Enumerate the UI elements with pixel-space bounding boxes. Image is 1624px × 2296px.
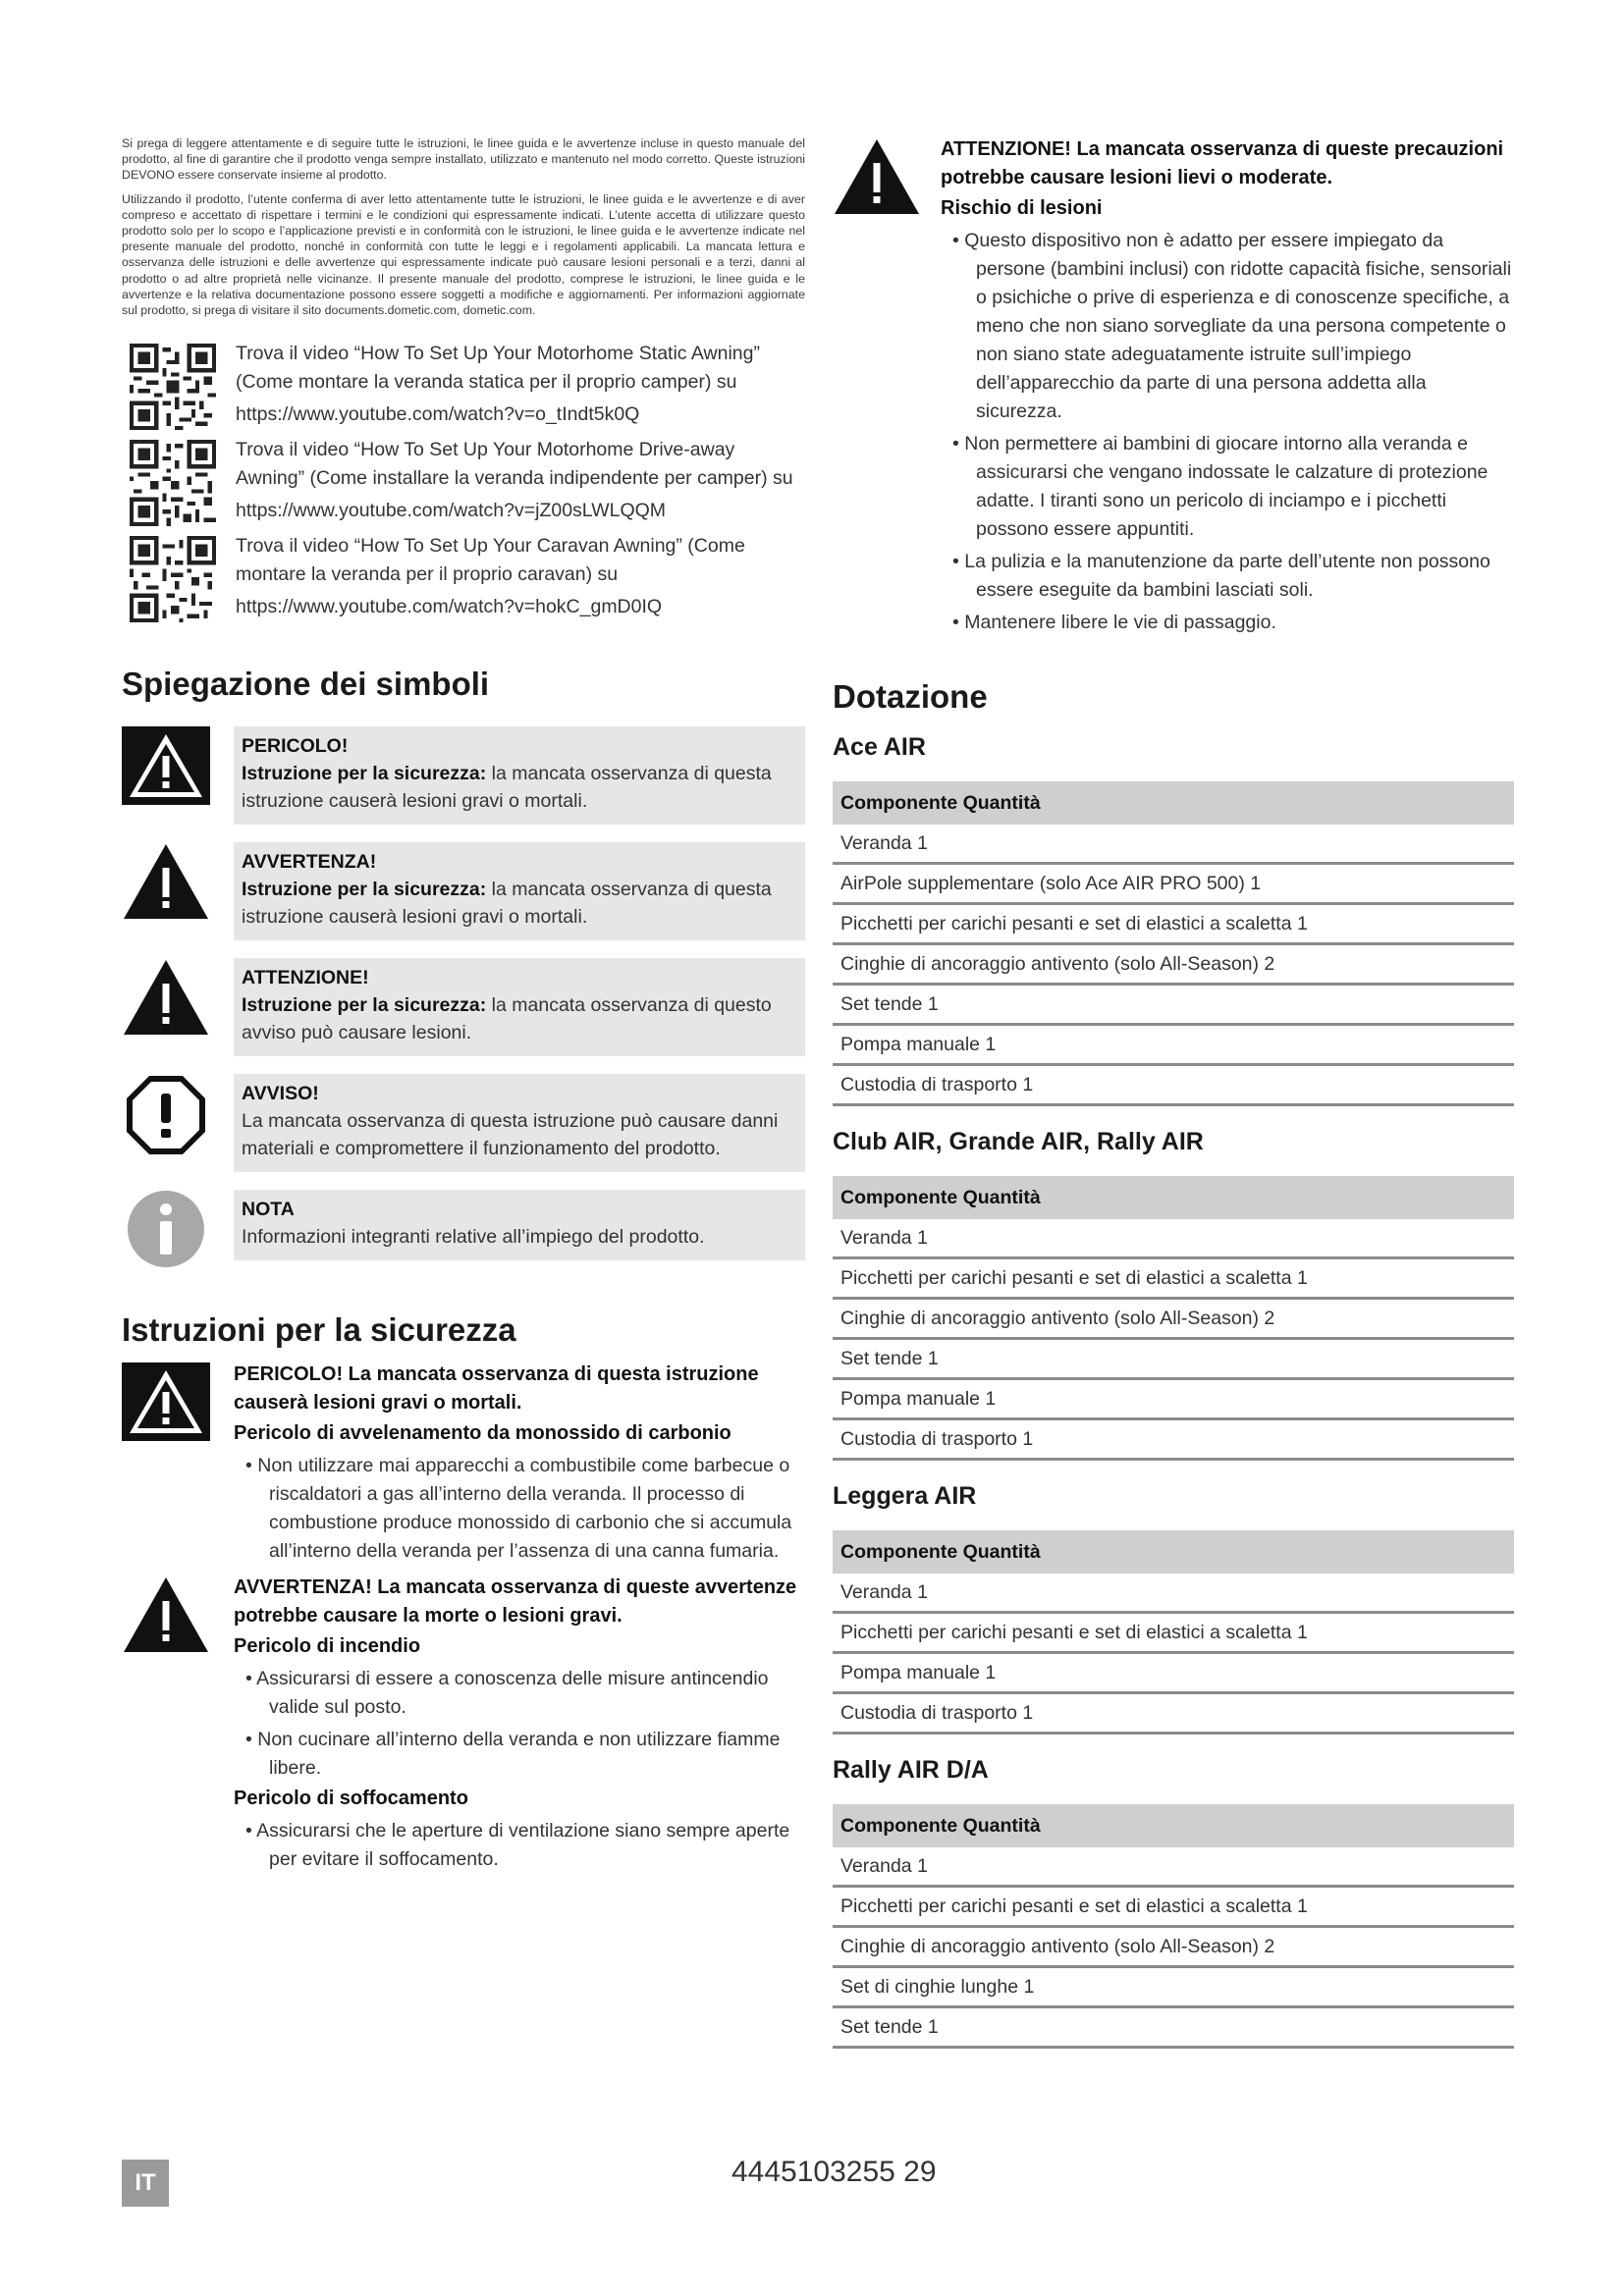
info-icon (122, 1190, 210, 1268)
left-column (122, 135, 805, 1882)
group-title: Club AIR, Grande AIR, Rally AIR (833, 1128, 1204, 1155)
video-description: Trova il video “How To Set Up Your Motorhome Static Awning” (Come montare la veranda statica per il proprio camper) su (236, 343, 760, 394)
symbol-title: ATTENZIONE! (242, 967, 369, 989)
table-header: Componente Quantità (833, 1176, 1514, 1219)
warning-heading: AVVERTENZA! La mancata osservanza di queste avvertenze potrebbe causare la morte o lesioni gravi. (234, 1576, 797, 1628)
table-row: Set di cinghie lunghe 1 (833, 1967, 1514, 2007)
safety-danger (122, 1361, 805, 1566)
table-row: Veranda 1 (833, 825, 1514, 864)
safety-caution (833, 135, 1514, 223)
danger-sign-icon (122, 1361, 210, 1441)
symbol-text: Informazioni integranti relative all’impiego del prodotto. (242, 1226, 705, 1249)
warning-triangle-icon (122, 1574, 210, 1654)
dotazione-heading: Dotazione (833, 678, 988, 715)
table-row: Veranda 1 (833, 1574, 1514, 1613)
video-link[interactable]: https://www.youtube.com/watch?v=hokC_gmD0IQ (236, 596, 663, 618)
components-table (833, 781, 1514, 1106)
qr-code-icon (130, 440, 216, 526)
table-row: Picchetti per carichi pesanti e set di elastici a scaletta 1 (833, 1613, 1514, 1653)
video-description: Trova il video “How To Set Up Your Caravan Awning” (Come montare la veranda per il proprio caravan) su (236, 535, 745, 586)
intro-paragraph-1: Si prega di leggere attentamente e di seguire tutte le istruzioni, le linee guida e le avvertenze incluse in questo manuale del prodotto, al fine di garantire che il prodotto venga sempre installato, utilizzato e mantenuto nel modo corretto. Queste istruzioni DEVONO essere conservate insieme al prodotto. (122, 136, 805, 183)
symbol-text: la mancata osservanza di questa istruzione causerà lesioni gravi o mortali. (242, 879, 772, 929)
group-club-air (833, 1128, 1514, 1461)
video-link[interactable]: https://www.youtube.com/watch?v=o_tIndt5k0Q (236, 403, 640, 426)
video-link[interactable]: https://www.youtube.com/watch?v=jZ00sLWLQQM (236, 500, 667, 522)
symbol-item-notice (122, 1074, 805, 1172)
video-item (122, 532, 805, 622)
bullet-item: • Assicurarsi di essere a conoscenza delle misure antincendio valide sul posto. (234, 1665, 805, 1722)
components-table (833, 1804, 1514, 2049)
group-title: Ace AIR (833, 733, 926, 761)
table-header: Componente Quantità (833, 1530, 1514, 1574)
symbol-label: Istruzione per la sicurezza: (242, 763, 487, 785)
bullet-item: • Assicurarsi che le aperture di ventilazione siano sempre aperte per evitare il soffocamento. (234, 1817, 805, 1874)
group-ace-air (833, 733, 1514, 1106)
language-badge: IT (122, 2160, 169, 2207)
group-rally-air-da (833, 1756, 1514, 2049)
bullet-item: • Questo dispositivo non è adatto per essere impiegato da persone (bambini inclusi) con ridotte capacità fisiche, sensoriali o psichiche o prive di esperienza e di conoscenze specifiche, a meno che non siano sorvegliate da una persona competente o non siano state adeguatamente istruite sull’impiego dell’apparecchio da parte di una persona addetta alla sicurezza. (941, 227, 1514, 426)
bullet-item: • Non cucinare all’interno della veranda e non utilizzare fiamme libere. (234, 1726, 805, 1783)
symbol-item-note (122, 1190, 805, 1268)
intro-paragraph-2: Utilizzando il prodotto, l’utente conferma di aver letto attentamente tutte le istruzioni, le linee guida e le avvertenze e di aver compreso e accettato di rispettare i termini e le condizioni qui espressamente indicati. L’utente accetta di utilizzare questo prodotto solo per lo scopo e l’applicazione previsti e in conformità con le istruzioni, le linee guida e le avvertenze indicate nel presente manuale del prodotto, nonché in conformità con tutte le leggi e i regolamenti applicabili. La mancata lettura e osservanza delle istruzioni e delle avvertenze qui espressamente indicate può causare lesioni personali e a terzi, danni al prodotto o ad altre proprietà nelle vicinanze. Il presente manuale del prodotto, comprese le istruzioni, le linee guida e le avvertenze e la relativa documentazione possono essere soggetti a modifiche e aggiornamenti. Per informazioni aggiornate sul prodotto, si prega di visitare il sito documents.dometic.com, dometic.com. (122, 191, 805, 318)
symbol-item-warning (122, 842, 805, 940)
table-header: Componente Quantità (833, 781, 1514, 825)
table-row: Cinghie di ancoraggio antivento (solo All-Season) 2 (833, 944, 1514, 985)
bullet-item: • Mantenere libere le vie di passaggio. (941, 609, 1514, 637)
notice-octagon-icon (122, 1074, 210, 1156)
components-table (833, 1176, 1514, 1461)
caution-triangle-icon (833, 135, 921, 216)
hazard-title: Pericolo di avvelenamento da monossido di carbonio (234, 1422, 731, 1445)
symbol-text: la mancata osservanza di questo avviso può causare lesioni. (242, 994, 772, 1044)
table-row: Pompa manuale 1 (833, 1025, 1514, 1065)
symbol-title: AVVERTENZA! (242, 851, 377, 874)
hazard-title: Rischio di lesioni (941, 197, 1103, 219)
symbol-title: PERICOLO! (242, 735, 349, 758)
table-row: AirPole supplementare (solo Ace AIR PRO 500) 1 (833, 864, 1514, 904)
table-row: Custodia di trasporto 1 (833, 1693, 1514, 1734)
caution-heading: ATTENZIONE! La mancata osservanza di queste precauzioni potrebbe causare lesioni lievi o moderate. (941, 138, 1504, 188)
danger-heading: PERICOLO! La mancata osservanza di questa istruzione causerà lesioni gravi o mortali. (234, 1363, 759, 1415)
qr-code-icon (130, 344, 216, 430)
table-row: Veranda 1 (833, 1219, 1514, 1258)
bullet-item: • Non utilizzare mai apparecchi a combustibile come barbecue o riscaldatori a gas all’interno della veranda. Il processo di combustione produce monossido di carbonio che si accumula all’interno della veranda per l’assenza di una canna fumaria. (234, 1452, 805, 1566)
page-number: 4445103255 29 (731, 2156, 937, 2188)
bullet-item: • La pulizia e la manutenzione da parte dell’utente non possono essere eseguite da bambini lasciati soli. (941, 548, 1514, 605)
hazard-title: Pericolo di incendio (234, 1635, 421, 1658)
group-leggera-air (833, 1482, 1514, 1735)
table-row: Picchetti per carichi pesanti e set di elastici a scaletta 1 (833, 1258, 1514, 1299)
danger-sign-icon (122, 726, 210, 805)
table-header: Componente Quantità (833, 1804, 1514, 1847)
bullet-item: • Non permettere ai bambini di giocare intorno alla veranda e assicurarsi che vengano indossate le calzature di protezione adatte. I tiranti sono un pericolo di inciampo e i picchetti possono essere appuntiti. (941, 430, 1514, 544)
table-row: Picchetti per carichi pesanti e set di elastici a scaletta 1 (833, 904, 1514, 944)
table-row: Veranda 1 (833, 1847, 1514, 1887)
table-row: Set tende 1 (833, 1339, 1514, 1379)
symbol-title: NOTA (242, 1199, 295, 1221)
group-title: Rally AIR D/A (833, 1756, 989, 1784)
symbol-item-danger (122, 726, 805, 825)
symbol-text: La mancata osservanza di questa istruzione può causare danni materiali e compromettere il funzionamento del prodotto. (242, 1110, 779, 1160)
safety-heading: Istruzioni per la sicurezza (122, 1311, 516, 1349)
right-column (833, 135, 1514, 2049)
table-row: Pompa manuale 1 (833, 1379, 1514, 1419)
warning-triangle-icon (122, 842, 210, 921)
symbols-heading: Spiegazione dei simboli (122, 666, 490, 703)
group-title: Leggera AIR (833, 1482, 977, 1510)
table-row: Set tende 1 (833, 2007, 1514, 2048)
symbol-label: Istruzione per la sicurezza: (242, 879, 487, 901)
table-row: Picchetti per carichi pesanti e set di elastici a scaletta 1 (833, 1887, 1514, 1927)
table-row: Set tende 1 (833, 985, 1514, 1025)
symbol-item-caution (122, 958, 805, 1056)
video-item (122, 436, 805, 526)
symbol-title: AVVISO! (242, 1083, 319, 1105)
symbol-label: Istruzione per la sicurezza: (242, 994, 487, 1017)
video-description: Trova il video “How To Set Up Your Motorhome Drive-away Awning” (Come installare la veranda indipendente per camper) su (236, 439, 793, 490)
symbol-text: la mancata osservanza di questa istruzione causerà lesioni gravi o mortali. (242, 763, 772, 813)
table-row: Custodia di trasporto 1 (833, 1065, 1514, 1105)
table-row: Custodia di trasporto 1 (833, 1419, 1514, 1460)
hazard-title: Pericolo di soffocamento (234, 1788, 468, 1810)
video-item (122, 340, 805, 430)
safety-warning (122, 1574, 805, 1874)
components-table (833, 1530, 1514, 1735)
table-row: Cinghie di ancoraggio antivento (solo All-Season) 2 (833, 1927, 1514, 1967)
qr-code-icon (130, 536, 216, 622)
table-row: Cinghie di ancoraggio antivento (solo All-Season) 2 (833, 1299, 1514, 1339)
caution-triangle-icon (122, 958, 210, 1037)
table-row: Pompa manuale 1 (833, 1653, 1514, 1693)
